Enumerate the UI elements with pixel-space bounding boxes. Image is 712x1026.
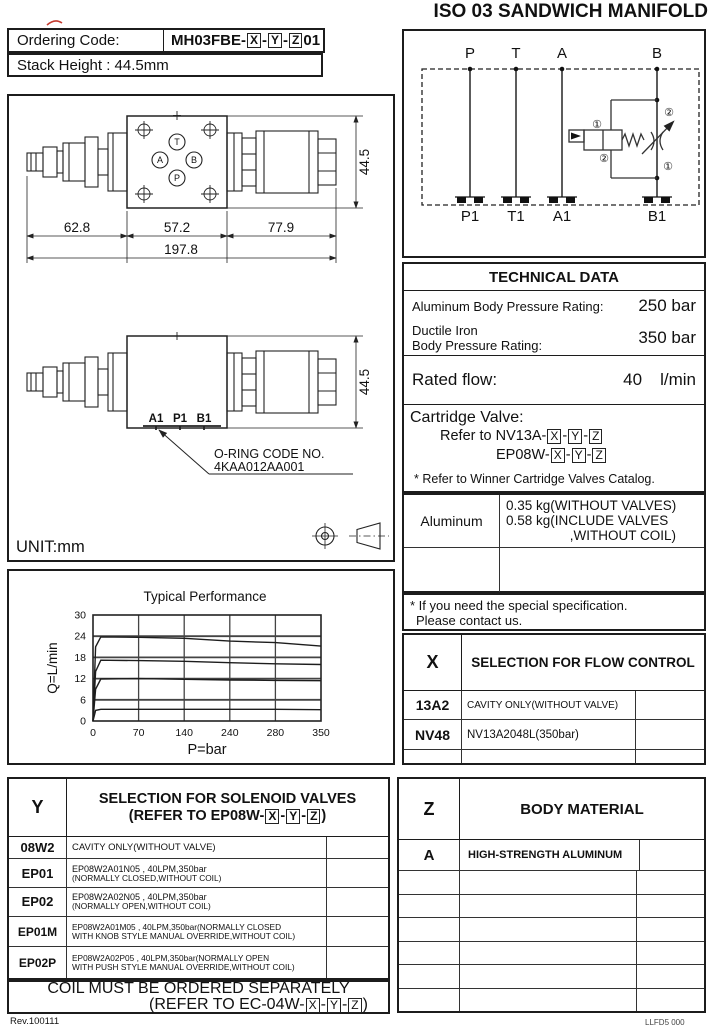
left-cartridge-outline-side (27, 353, 127, 411)
weight-row-empty (404, 548, 704, 592)
y-row-code: EP02P (9, 947, 67, 978)
z-table-row-a (399, 840, 704, 871)
z-empty-extra (637, 895, 704, 918)
marker-2-valve-bottom: ② (599, 153, 609, 165)
dimension-lines (27, 116, 363, 263)
rated-flow-value: 40 (623, 370, 643, 389)
y-desc-line2: WITH KNOB STYLE MANUAL OVERRIDE,WITHOUT COIL) (72, 930, 296, 941)
weight-values (500, 495, 704, 547)
aluminum-pressure-value: 250 bar (638, 296, 696, 315)
doc-number: LLFD5 000 (645, 1018, 685, 1026)
y-tick-label: 30 (74, 609, 86, 622)
y-tick-label: 0 (80, 715, 86, 728)
dim-57-2: 57.2 (163, 220, 191, 235)
x-row-desc: CAVITY ONLY(WITHOUT VALVE) (462, 691, 636, 719)
z-empty-desc (460, 989, 637, 1012)
ordering-code-suffix: 01 (303, 32, 321, 49)
x-row-code: NV48 (404, 720, 462, 749)
ordering-code-label: Ordering Code: (17, 32, 120, 49)
cartridge-ref2-prefix: EP08W- (496, 447, 550, 463)
y-row-extra (327, 837, 388, 858)
y-row-extra (327, 947, 388, 978)
x-tick-label: 70 (132, 727, 145, 739)
z-empty-code (399, 942, 460, 965)
ductile-label-line1: Ductile Iron (412, 323, 478, 338)
z-table-title: BODY MATERIAL (520, 800, 644, 818)
x-table-row-13a2 (404, 691, 704, 720)
sep: - (301, 807, 307, 824)
rated-flow-label: Rated flow: (412, 370, 498, 389)
y-table-key: Y (9, 779, 67, 836)
weight-material: Aluminum (404, 495, 500, 547)
y-title-prefix: (REFER TO EP08W- (128, 807, 265, 824)
z-empty-row (399, 989, 704, 1012)
z-empty-extra (637, 965, 704, 988)
dim-44-5-side: 44.5 (357, 368, 372, 396)
y-table-row-ep01 (9, 859, 388, 888)
weight-row-aluminum (404, 495, 704, 548)
curve-17lpm (93, 660, 321, 721)
sep: - (583, 428, 589, 444)
y-tick-label: 18 (74, 651, 86, 664)
junction-dots (468, 67, 660, 181)
dim-62-8: 62.8 (63, 220, 91, 235)
y-tick-label: 12 (74, 673, 86, 686)
y-title-x-box: X (265, 809, 279, 824)
ordering-z-box: Z (289, 33, 302, 48)
rated-flow-row (404, 355, 704, 405)
schematic-svg (404, 31, 704, 256)
x-table-row-empty (404, 750, 704, 763)
z-empty-desc (460, 942, 637, 965)
x-row-desc: NV13A2048L(350bar) (462, 720, 636, 749)
y-desc-line1: EP08W2A01N05 , 40LPM,350bar (72, 863, 207, 874)
performance-chart (9, 571, 393, 763)
left-cartridge-outline (27, 133, 127, 191)
y-table-row-ep02p (9, 947, 388, 978)
weight-table-box (402, 493, 706, 593)
drawing-box (7, 94, 395, 562)
sep: - (586, 447, 592, 463)
x-tick-label: 140 (175, 727, 193, 739)
side-view-drawing (27, 332, 372, 474)
z-row-extra (640, 840, 704, 870)
x-row-code-empty (404, 750, 462, 763)
schematic-port-t: T (511, 45, 521, 62)
z-empty-desc (460, 918, 637, 941)
y-row-extra (327, 917, 388, 947)
y-row-desc (67, 888, 327, 916)
cartridge2-z-box: Z (592, 448, 605, 463)
y-title-z-box: Z (307, 809, 320, 824)
aluminum-pressure-label: Aluminum Body Pressure Rating: (412, 298, 604, 314)
z-empty-code (399, 989, 460, 1012)
z-empty-code (399, 871, 460, 894)
port-label-p1: P1 (172, 413, 188, 425)
y-desc-line1: EP08W2A02P05 , 40LPM,350bar(NORMALLY OPEN (72, 952, 270, 963)
chart-xlabel: P=bar (187, 742, 227, 758)
port-label-t: T (174, 137, 180, 147)
chart-title: Typical Performance (143, 589, 267, 604)
y-row-desc (67, 917, 327, 947)
cartridge-ref-2 (410, 446, 704, 465)
x-selection-table (402, 633, 706, 765)
port-pad-icons (457, 197, 670, 203)
weight-line1: 0.35 kg(WITHOUT VALVES) (506, 498, 677, 513)
cartridge-ref-1 (410, 427, 704, 446)
port-label-a1: A1 (148, 413, 164, 425)
top-view-drawing (27, 111, 372, 263)
pressure-rating-aluminum-row (404, 291, 704, 321)
z-empty-row (399, 942, 704, 966)
z-table-empty-rows (399, 871, 704, 1011)
y-title-line1: SELECTION FOR SOLENOID VALVES (98, 790, 357, 807)
marker-1-valve-top: ① (592, 119, 602, 131)
y-title-suffix: ) (321, 807, 327, 824)
schematic-port-b1: B1 (647, 208, 667, 225)
dim-44-5-top: 44.5 (357, 148, 372, 176)
y-tick-label: 6 (80, 694, 86, 707)
catalog-note: * Refer to Winner Cartridge Valves Catalog. (414, 472, 655, 486)
y-title-y-box: Y (286, 809, 300, 824)
ordering-code-box (7, 28, 325, 53)
x-table-header (404, 635, 704, 691)
y-table-row-08w2 (9, 837, 388, 859)
cartridge1-y-box: Y (568, 429, 582, 444)
curve-3lpm (93, 709, 321, 721)
z-empty-extra (637, 989, 704, 1012)
y-row-desc (67, 947, 327, 978)
oring-label: O-RING CODE NO. (214, 447, 325, 461)
z-empty-desc (460, 871, 637, 894)
red-proof-mark (46, 18, 64, 28)
schematic-port-p1: P1 (460, 208, 480, 225)
schematic-port-a1: A1 (552, 208, 572, 225)
y-desc-line1: EP08W2A01M05 , 40LPM,350bar(NORMALLY CLOSED (72, 921, 282, 932)
y-row-code: EP01 (9, 859, 67, 887)
sep: - (562, 428, 568, 444)
technical-data-title: TECHNICAL DATA (404, 264, 704, 291)
ductile-pressure-value: 350 bar (638, 328, 696, 347)
cartridge1-x-box: X (547, 429, 561, 444)
schematic-port-t1: T1 (507, 208, 525, 225)
plot-border (93, 615, 321, 721)
y-row-desc (67, 837, 327, 858)
sep: - (280, 807, 286, 824)
z-empty-code (399, 918, 460, 941)
height-dimension-side (227, 336, 363, 428)
chart-ylabel: Q=L/min (45, 642, 60, 694)
marker-1-line-bottom: ① (663, 161, 673, 173)
z-row-desc: HIGH-STRENGTH ALUMINUM (460, 840, 640, 870)
chart-plot-area (74, 610, 330, 740)
ordering-x-box: X (247, 33, 261, 48)
right-valve-outline (227, 131, 336, 193)
ordering-code-prefix: MH03FBE- (171, 32, 247, 49)
ductile-pressure-label (412, 323, 542, 353)
z-empty-row (399, 871, 704, 895)
right-valve-outline-side (227, 351, 336, 413)
ordering-code-value (163, 30, 323, 51)
sep: - (341, 996, 348, 1013)
page-title: ISO 03 SANDWICH MANIFOLD (433, 1, 708, 22)
special-spec-line1: * If you need the special specification. (410, 598, 628, 613)
x-row-extra (636, 750, 704, 763)
z-empty-extra (637, 871, 704, 894)
schematic-port-b: B (651, 45, 663, 62)
dim-77-9: 77.9 (267, 220, 295, 235)
z-empty-code (399, 895, 460, 918)
schematic-box (402, 29, 706, 258)
y-tick-label: 24 (74, 630, 86, 643)
z-empty-desc (460, 965, 637, 988)
drawing-svg (9, 96, 393, 560)
cartridge-valve-section (404, 405, 704, 468)
weight-material-empty (404, 548, 500, 592)
projection-target-icon (312, 523, 338, 549)
port-label-b: B (190, 155, 198, 165)
weight-line2: 0.58 kg(INCLUDE VALVES (506, 513, 669, 528)
revision-note: Rev.100111 (10, 1016, 60, 1026)
x-tick-label: 280 (266, 727, 285, 739)
coil-z-box: Z (348, 998, 361, 1013)
z-empty-desc (460, 895, 637, 918)
coil-prefix: (REFER TO EC-04W- (149, 996, 305, 1013)
special-spec-line2: Please contact us. (416, 613, 523, 628)
projection-cone-icon (349, 523, 389, 549)
coil-note-line1: COIL MUST BE ORDERED SEPARATELY (47, 980, 350, 997)
y-desc-line2: (NORMALLY CLOSED,WITHOUT COIL) (72, 872, 222, 883)
y-row-extra (327, 859, 388, 887)
coil-note-line2 (9, 997, 388, 1013)
sep: - (262, 32, 268, 49)
coil-y-box: Y (327, 998, 341, 1013)
ductile-label-line2: Body Pressure Rating: (412, 338, 543, 353)
schematic-port-a: A (556, 45, 568, 62)
ordering-y-box: Y (268, 33, 282, 48)
x-table-key: X (404, 635, 462, 690)
weight-values-empty (500, 548, 704, 592)
pressure-rating-ductile-row (404, 321, 704, 355)
cartridge-ref1-prefix: Refer to NV13A- (440, 428, 547, 444)
z-table-header (399, 779, 704, 840)
sep: - (283, 32, 289, 49)
coil-x-box: X (306, 998, 320, 1013)
y-row-code: EP02 (9, 888, 67, 916)
x-row-extra (636, 691, 704, 719)
technical-data-box (402, 262, 706, 493)
z-empty-row (399, 965, 704, 989)
centerline-mark-side (173, 332, 181, 340)
oring-code: 4KAA012AA001 (214, 460, 305, 474)
x-tick-label: 240 (221, 727, 239, 739)
z-body-material-table (397, 777, 706, 1013)
z-empty-extra (637, 918, 704, 941)
y-title-line2 (129, 808, 327, 825)
schematic-port-p: P (464, 45, 476, 62)
stack-height-box: Stack Height : 44.5mm (7, 53, 323, 77)
cartridge2-x-box: X (551, 448, 565, 463)
z-empty-row (399, 895, 704, 919)
port-label-p: P (173, 173, 181, 183)
cartridge1-z-box: Z (589, 429, 602, 444)
coil-note-box (7, 980, 390, 1014)
cartridge-valve-title: Cartridge Valve: (410, 409, 524, 426)
chart-box (7, 569, 395, 765)
y-table-title (67, 779, 388, 836)
unit-note: UNIT:mm (16, 538, 85, 556)
sep: - (565, 447, 571, 463)
x-tick-label: 350 (312, 727, 330, 739)
y-table-header (9, 779, 388, 837)
x-row-extra (636, 720, 704, 749)
marker-2-line-top: ② (664, 107, 674, 119)
y-table-row-ep01m (9, 917, 388, 948)
port-label-a: A (156, 155, 164, 165)
rated-flow-unit: l/min (660, 370, 696, 389)
special-spec-note-box (402, 593, 706, 631)
z-empty-row (399, 918, 704, 942)
y-selection-table (7, 777, 390, 980)
port-label-b1: B1 (196, 413, 212, 425)
cartridge2-y-box: Y (572, 448, 586, 463)
z-row-code: A (399, 840, 460, 870)
y-row-extra (327, 888, 388, 916)
y-row-code: EP01M (9, 917, 67, 947)
dim-197-8: 197.8 (164, 242, 198, 257)
z-empty-code (399, 965, 460, 988)
y-desc-line1: EP08W2A02N05 , 40LPM,350bar (72, 892, 207, 903)
y-row-desc (67, 859, 327, 887)
mounting-hole-icons (135, 121, 219, 203)
z-table-key: Z (399, 779, 460, 839)
coil-suffix: ) (362, 996, 368, 1013)
y-row-code: 08W2 (9, 837, 67, 858)
y-desc-line2: WITH PUSH STYLE MANUAL OVERRIDE,WITHOUT COIL) (72, 961, 295, 972)
x-table-row-nv48 (404, 720, 704, 750)
sep: - (320, 996, 326, 1013)
x-table-title: SELECTION FOR FLOW CONTROL (471, 655, 695, 670)
x-tick-label: 0 (90, 727, 96, 739)
centerline-mark (173, 111, 181, 120)
weight-line3: ,WITHOUT COIL) (569, 528, 676, 543)
y-desc-line1: CAVITY ONLY(WITHOUT VALVE) (72, 842, 216, 854)
y-table-row-ep02 (9, 888, 388, 917)
rated-flow-value-group (623, 370, 696, 390)
x-row-code: 13A2 (404, 691, 462, 719)
x-row-desc-empty (462, 750, 636, 763)
z-empty-extra (637, 942, 704, 965)
y-desc-line2: (NORMALLY OPEN,WITHOUT COIL) (72, 901, 211, 912)
